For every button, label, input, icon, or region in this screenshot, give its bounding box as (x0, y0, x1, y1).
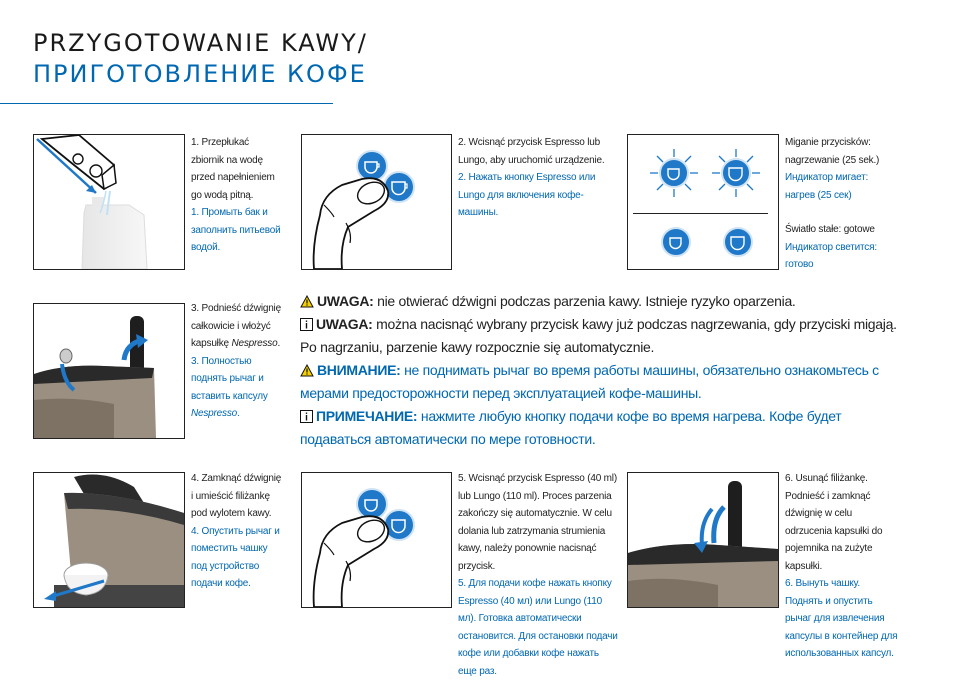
step1-image (33, 134, 185, 270)
step5-text-pl: 5. Wcisnąć przycisk Espresso (40 ml) lub Lungo (110 ml). Proces parzenia zakończy się automatycznie. W celu dolania lub zatrzymania strumienia kawy, należy ponownie nacisnąć przycisk. (458, 473, 617, 572)
step6-text-ru: 6. Вынуть чашку. Поднять и опустить рычаг для извлечения капсулы в контейнер для использованных капсул. (785, 578, 898, 659)
step4-text-pl: 4. Zamknąć dźwignię i umieścić filiżankę pod wylotem kawy. (191, 473, 282, 519)
step3-image (33, 303, 185, 439)
note-warning-pl: UWAGA: nie otwierać dźwigni podczas parzenia kawy. Istnieje ryzyko oparzenia. (300, 290, 900, 313)
blink-text-pl: Miganie przycisków: nagrzewanie (25 sek.) (785, 137, 880, 166)
step1-text-ru: 1. Промыть бак и заполнить питьевой водой. (191, 207, 281, 253)
title-underline (0, 103, 333, 104)
espresso-button-icon (357, 151, 387, 181)
step5-text-ru: 5. Для подачи кофе нажать кнопку Espresso (40 мл) или Lungo (110 мл). Готовка автоматически остановится. Для остановки подачи кофе или добавки кофе нажать еще раз. (458, 578, 618, 677)
lever-cycle-illustration (628, 473, 778, 607)
warning-icon (300, 364, 314, 377)
cup-placement-illustration (34, 473, 184, 607)
step6-caption (785, 470, 900, 663)
steady-text-pl: Światło stałe: gotowe (785, 224, 875, 235)
button-states-illustration (628, 135, 778, 269)
warning-icon (300, 295, 314, 308)
info-icon (300, 318, 313, 331)
finger-press-illustration (302, 135, 451, 269)
title-polish: PRZYGOTOWANIE KAWY/ (33, 29, 368, 57)
step3-text-pl: 3. Podnieść dźwignię całkowicie i włożyć kapsułkę Nespresso. (191, 303, 281, 349)
step3-text-ru: 3. Полностью поднять рычаг и вставить капсулу Nespresso. (191, 355, 268, 419)
step2-text-ru: 2. Нажать кнопку Espresso или Lungo для включения кофе-машины. (458, 172, 596, 218)
lever-up-illustration (34, 304, 184, 438)
title-russian: ПРИГОТОВЛЕНИЕ КОФЕ (33, 60, 367, 88)
step6-image (627, 472, 779, 608)
button-states-divider (633, 213, 768, 214)
step6-text-pl: 6. Usunąć filiżankę. Podnieść i zamknąć dźwignię w celu odrzucenia kapsułki do pojemnika na zużyte kapsułki. (785, 473, 883, 572)
info-icon (300, 410, 313, 423)
step3-caption (191, 300, 283, 423)
step1-text-pl: 1. Przepłukać zbiornik na wodę przed napełnieniem go wodą pitną. (191, 137, 275, 201)
finger-press-illustration (302, 473, 451, 607)
step2-image (301, 134, 452, 270)
notes-block (300, 290, 900, 451)
step5-image (301, 472, 452, 608)
button-states-caption (785, 134, 885, 274)
steady-text-ru: Индикатор светится: готово (785, 241, 877, 270)
page-title (33, 28, 368, 90)
step5-caption (458, 470, 618, 680)
step2-caption (458, 134, 608, 222)
step4-text-ru: 4. Опустить рычаг и поместить чашку под устройство подачи кофе. (191, 525, 280, 589)
note-info-ru: ПРИМЕЧАНИЕ: нажмите любую кнопку подачи кофе во время нагрева. Кофе будет подаваться автоматически по мере готовности. (300, 408, 842, 447)
step4-image (33, 472, 185, 608)
button-states-image (627, 134, 779, 270)
step4-caption (191, 470, 283, 593)
step2-text-pl: 2. Wcisnąć przycisk Espresso lub Lungo, aby uruchomić urządzenie. (458, 137, 605, 166)
blink-text-ru: Индикатор мигает: нагрев (25 сек) (785, 172, 869, 201)
note-info-pl: UWAGA: można nacisnąć wybrany przycisk kawy już podczas nagrzewania, gdy przyciski migają. Po nagrzaniu, parzenie kawy rozpocznie się automatycznie. (300, 316, 897, 355)
step1-caption (191, 134, 283, 257)
water-bottle-illustration (34, 135, 184, 269)
note-warning-ru: ВНИМАНИЕ: не поднимать рычаг во время работы машины, обязательно ознакомьтесь с мерами предосторожности перед эксплуатацией кофе-машины. (300, 362, 879, 401)
